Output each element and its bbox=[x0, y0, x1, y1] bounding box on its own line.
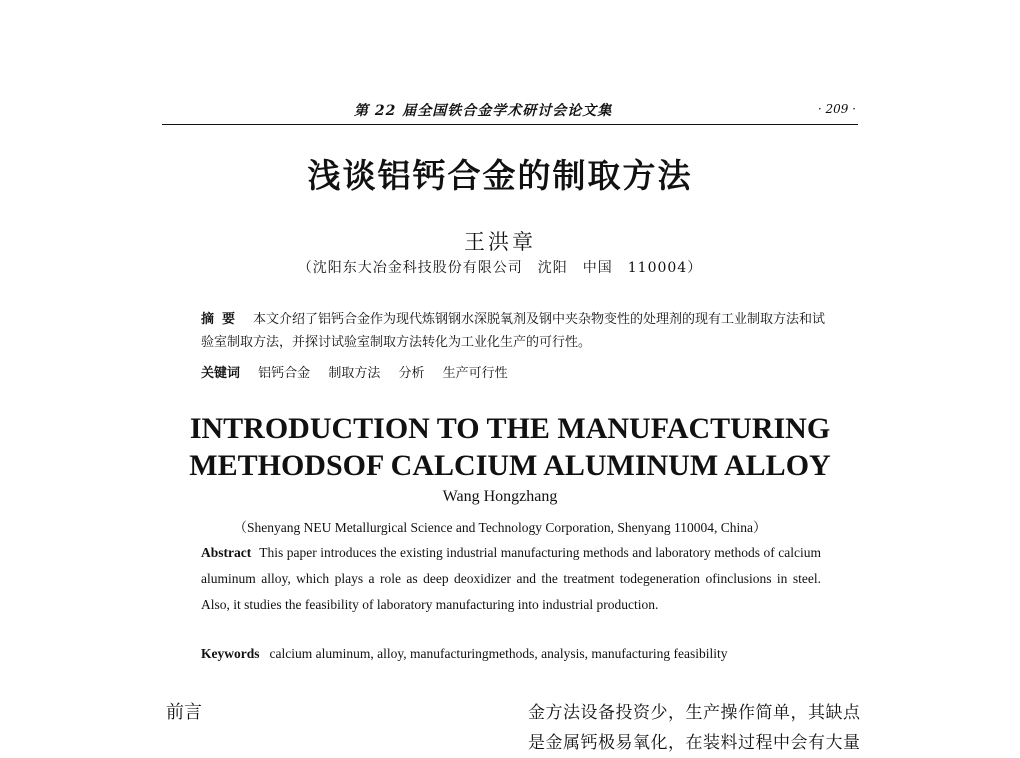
chinese-keyword: 铝钙合金 bbox=[258, 366, 311, 381]
english-keywords bbox=[201, 646, 841, 662]
english-abstract-label: Abstract bbox=[201, 545, 252, 560]
chinese-abstract-label: 摘要 bbox=[201, 312, 244, 327]
section-heading: 前言 bbox=[166, 702, 202, 723]
page-number: · 209 · bbox=[817, 102, 856, 116]
english-author: Wang Hongzhang bbox=[442, 488, 558, 505]
chinese-author: 王洪章 bbox=[464, 230, 536, 254]
english-abstract-text: This paper introduces the existing industrial manufacturing methods and laboratory methods of calcium aluminum alloy, which plays a role as deep deoxidizer and the treatment todegeneration ofinclusions in steel. Also, it studies the feasibility of laboratory manufacturing into industrial production. bbox=[201, 545, 821, 612]
english-keywords-text: calcium aluminum, alloy, manufacturingmethods, analysis, manufacturing feasibility bbox=[269, 646, 728, 661]
chinese-keyword: 制取方法 bbox=[328, 366, 381, 381]
chinese-keywords-label: 关键词 bbox=[201, 366, 241, 381]
body-text-right-column: 金方法设备投资少，生产操作简单，其缺点是金属钙极易氧化，在装料过程中会有大量 bbox=[528, 703, 861, 753]
chinese-abstract bbox=[201, 308, 831, 354]
english-title bbox=[0, 410, 1020, 484]
chinese-abstract-text: 本文介绍了铝钙合金作为现代炼钢钢水深脱氧剂及钢中夹杂物变性的处理剂的现有工业制取方法和试验室制取方法，并探讨试验室制取方法转化为工业化生产的可行性。 bbox=[201, 312, 826, 350]
english-title-line-1: INTRODUCTION TO THE MANUFACTURING bbox=[189, 412, 831, 445]
running-header bbox=[162, 88, 858, 125]
chinese-affiliation: （沈阳东大冶金科技股份有限公司 沈阳 中国 110004） bbox=[297, 260, 703, 276]
chinese-keyword: 分析 bbox=[398, 366, 425, 381]
chinese-title: 浅谈铝钙合金的制取方法 bbox=[307, 156, 693, 195]
chinese-keyword: 生产可行性 bbox=[442, 366, 508, 381]
english-affiliation: （Shenyang NEU Metallurgical Science and Technology Corporation, Shenyang 110004, China） bbox=[233, 520, 767, 535]
running-header-title: 第 22 届全国铁合金学术研讨会论文集 bbox=[354, 103, 613, 119]
english-title-line-2: METHODSOF CALCIUM ALUMINUM ALLOY bbox=[189, 449, 831, 482]
english-keywords-label: Keywords bbox=[201, 646, 260, 661]
chinese-keywords bbox=[201, 362, 831, 381]
english-abstract bbox=[201, 540, 821, 618]
